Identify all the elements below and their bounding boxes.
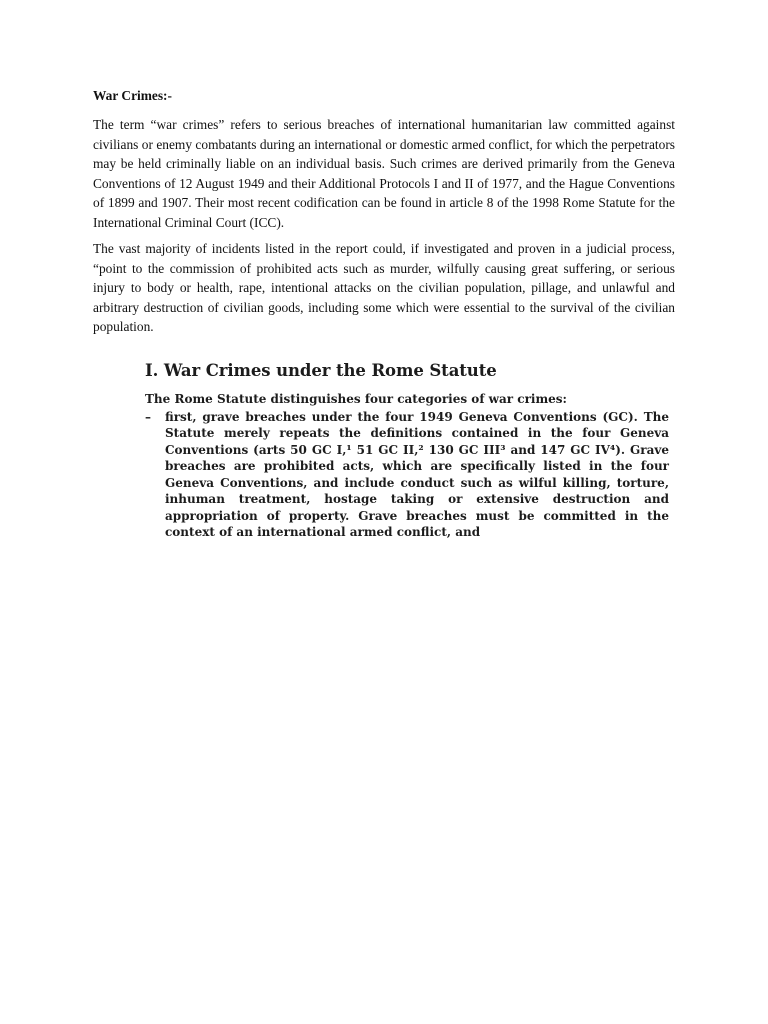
paragraph-incidents: The vast majority of incidents listed in the report could, if investigated and proven in a judicial process, “point to the commission of prohibited acts such as murder, wilfully causing great suffering, or serious injury to body or health, rape, intentional attacks on the civilian population, pillage, and unlawful and arbitrary destruction of civilian goods, including some which were essential to the survival of the civilian population.	[93, 241, 675, 334]
document-body	[93, 86, 675, 344]
excerpt-list-item-text: first, grave breaches under the four 1949 Geneva Conventions (GC). The Statute merely repeats the definitions contained in the four Geneva Conventions (arts 50 GC I,¹ 51 GC II,² 130 GC III³ and 147 GC IV⁴). Grave breaches are prohibited acts, which are specifically listed in the four Geneva Conventions, and include conduct such as wilful killing, torture, inhuman treatment, hostage taking or extensive destruction and appropriation of property. Grave breaches must be committed in the context of an international armed conflict, and	[165, 409, 669, 539]
section-heading: War Crimes:-	[93, 88, 172, 103]
excerpt-intro: The Rome Statute distinguishes four categories of war crimes:	[145, 392, 567, 406]
paragraph-definition: The term “war crimes” refers to serious breaches of international humanitarian law committed against civilians or enemy combatants during an international or domestic armed conflict, for which the perpetrators may be held criminally liable on an individual basis. Such crimes are derived primarily from the Geneva Conventions of 12 August 1949 and their Additional Protocols I and II of 1977, and the Hague Conventions of 1899 and 1907. Their most recent codification can be found in article 8 of the 1998 Rome Statute for the International Criminal Court (ICC).	[93, 117, 675, 230]
list-dash-marker: –	[145, 409, 151, 424]
embedded-scanned-excerpt	[145, 358, 669, 541]
excerpt-list-item	[145, 409, 669, 541]
excerpt-title: I. War Crimes under the Rome Statute	[145, 361, 497, 380]
